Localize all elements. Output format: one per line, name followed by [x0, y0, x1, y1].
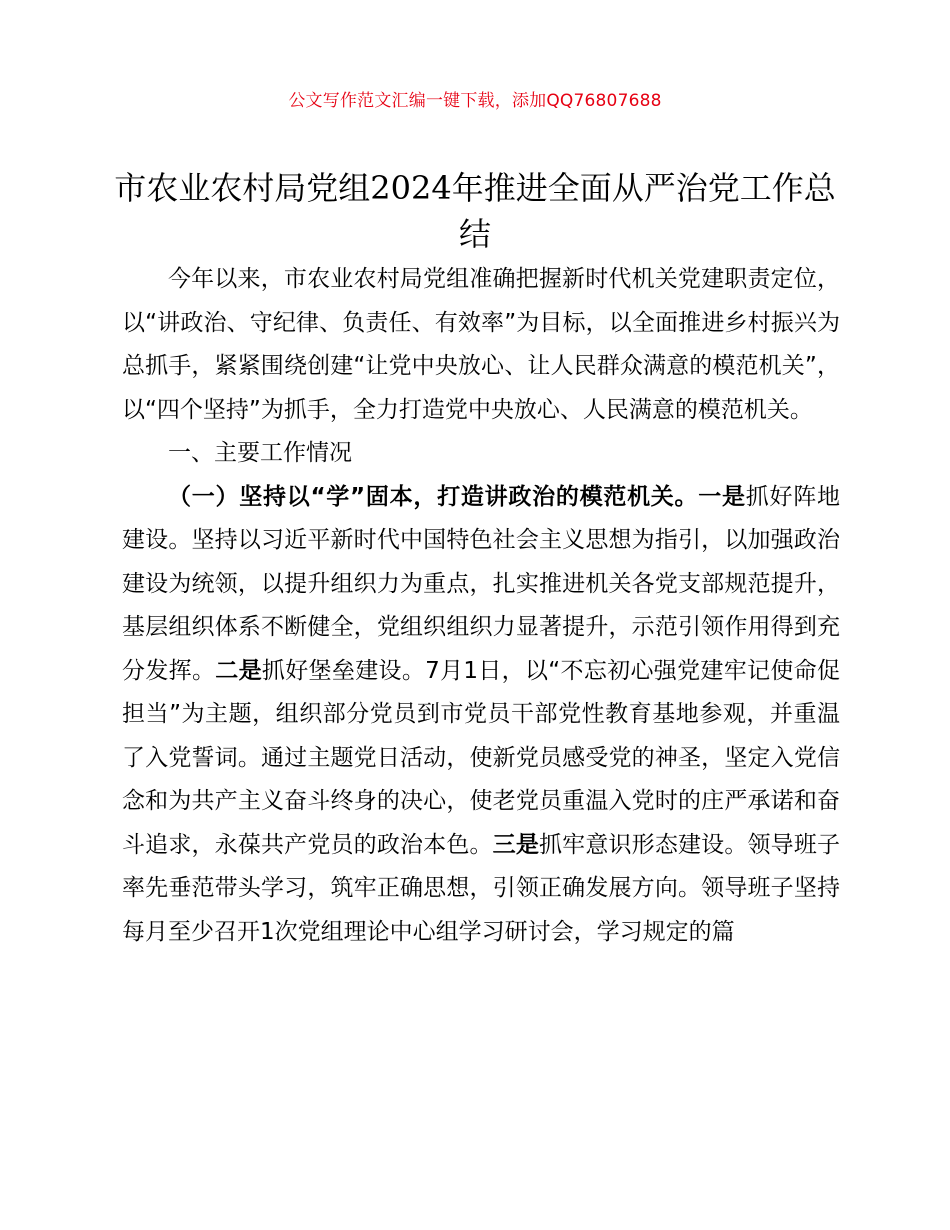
paragraph-study — [122, 476, 840, 955]
intro-paragraph: 今年以来，市农业农村局党组准确把握新时代机关党建职责定位，以“讲政治、守纪律、负责任、有效率”为目标，以全面推进乡村振兴为总抓手，紧紧围绕创建“让党中央放心、让人民群众满意的模范机关”，以“四个坚持”为抓手，全力打造党中央放心、人民满意的模范机关。 — [122, 266, 840, 423]
paragraph-lead-heading: （一）坚持以“学”固本，打造讲政治的模范机关。 — [168, 483, 699, 510]
item-text-second: 抓好堡垒建设。7月1日，以“不忘初心强党建牢记使命促担当”为主题，组织部分党员到市党员干部党性教育基地参观，并重温了入党誓词。通过主题党日活动，使新党员感受党的神圣，坚定入党信念和为共产主义奋斗终身的决心，使老党员重温入党时的庄严承诺和奋斗追求，永葆共产党员的政治本色。 — [122, 657, 841, 858]
item-text-third: 抓牢意识形态建设。领导班子率先垂范带头学习，筑牢正确思想，引领正确发展方向。领导班子坚持每月至少召开1次党组理论中心组学习研讨会，学习规定的篇 — [122, 831, 841, 945]
item-label-second: 二是 — [215, 657, 262, 684]
item-label-third: 三是 — [492, 831, 540, 858]
section-heading: 一、主要工作情况 — [168, 440, 352, 466]
document-title: 市农业农村局党组2024年推进全面从严治党工作总结 — [114, 169, 836, 253]
item-text-first: 抓好阵地建设。坚持以习近平新时代中国特色社会主义思想为指引，以加强政治建设为统领，以提升组织力为重点，扎实推进机关各党支部规范提升，基层组织体系不断健全，党组织组织力显著提升，示范引领作用得到充分发挥。 — [122, 483, 841, 684]
download-promo-note: 公文写作范文汇编一键下载，添加QQ76807688 — [288, 91, 662, 111]
item-label-first: 一是 — [698, 483, 746, 510]
document-body — [122, 258, 840, 954]
